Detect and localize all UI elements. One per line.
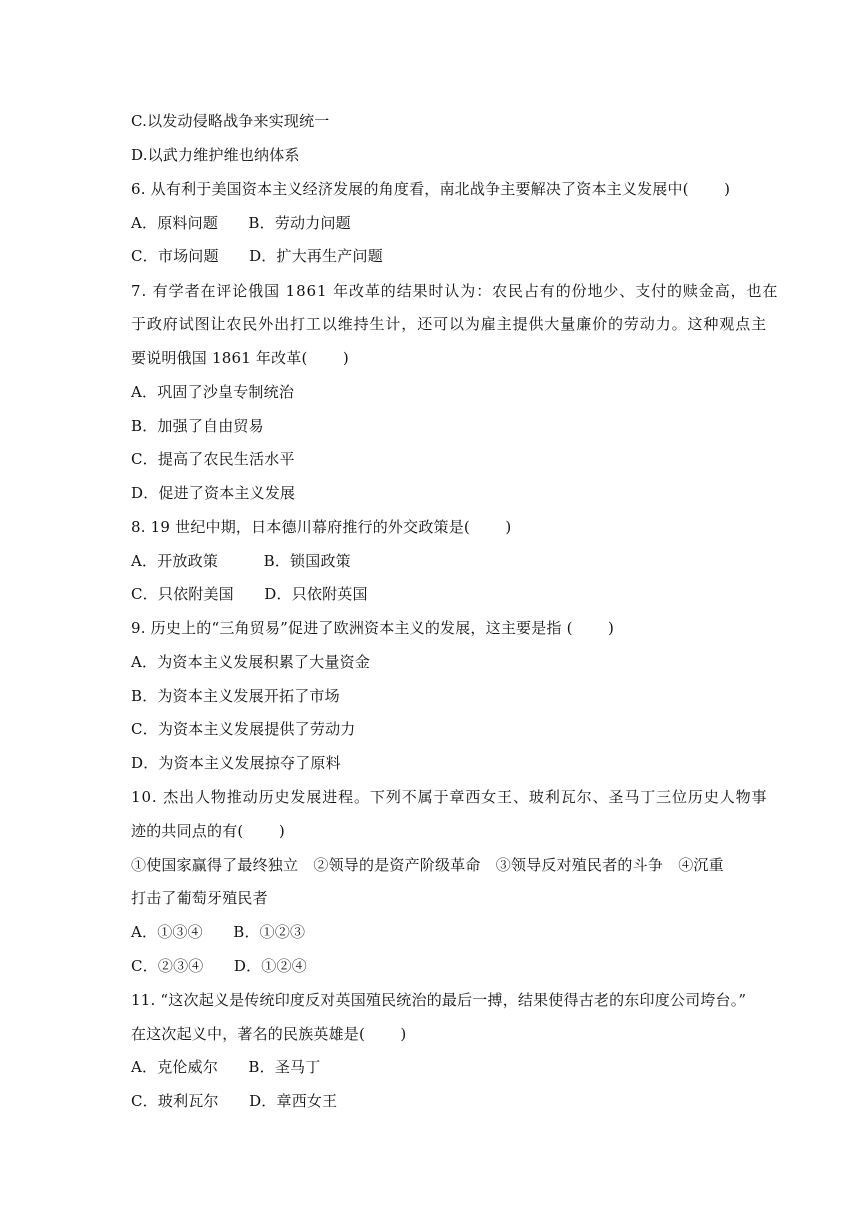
question-10-stem-line-1: 10. 杰出人物推动历史发展进程。下列不属于章西女王、玻利瓦尔、圣马丁三位历史人物事 (131, 788, 768, 806)
question-7-stem-line-1: 7. 有学者在评论俄国 1861 年改革的结果时认为：农民占有的份地少、支付的赎金高，也在 (131, 282, 779, 300)
question-8-options-ab: A．开放政策 B．锁国政策 (131, 552, 351, 570)
question-9-option-b: B．为资本主义发展开拓了市场 (131, 687, 340, 705)
question-10-options-ab: A．①③④ B．①②③ (131, 923, 306, 941)
question-7-option-c: C．提高了农民生活水平 (131, 450, 295, 468)
question-6-options-ab: A．原料问题 B．劳动力问题 (131, 214, 351, 232)
question-10-statements-line-1: ①使国家赢得了最终独立 ②领导的是资产阶级革命 ③领导反对殖民者的斗争 ④沉重 (131, 856, 724, 874)
question-9-option-a: A．为资本主义发展积累了大量资金 (131, 653, 371, 671)
option-d-q5: D.以武力维护维也纳体系 (131, 146, 300, 164)
question-6-options-cd: C．市场问题 D．扩大再生产问题 (131, 247, 383, 265)
question-8-stem: 8. 19 世纪中期，日本德川幕府推行的外交政策是( ) (131, 518, 512, 536)
question-10-statements-line-2: 打击了葡萄牙殖民者 (131, 889, 268, 907)
question-7-stem-line-2: 于政府试图让农民外出打工以维持生计，还可以为雇主提供大量廉价的劳动力。这种观点主 (131, 315, 768, 333)
question-11-stem-line-2: 在这次起义中，著名的民族英雄是( ) (131, 1025, 407, 1043)
question-11-stem-line-1: 11. “这次起义是传统印度反对英国殖民统治的最后一搏，结果使得古老的东印度公司垮台。” (131, 991, 747, 1009)
question-8-options-cd: C．只依附美国 D．只依附英国 (131, 585, 368, 603)
question-7-option-d: D．促进了资本主义发展 (131, 484, 296, 502)
question-10-options-cd: C．②③④ D．①②④ (131, 957, 307, 975)
question-7-option-a: A．巩固了沙皇专制统治 (131, 383, 295, 401)
question-9-option-c: C．为资本主义发展提供了劳动力 (131, 720, 356, 738)
question-7-option-b: B．加强了自由贸易 (131, 417, 264, 435)
option-c-q5: C.以发动侵略战争来实现统一 (131, 112, 330, 130)
question-7-stem-line-3: 要说明俄国 1861 年改革( ) (131, 349, 349, 367)
question-6-stem: 6. 从有利于美国资本主义经济发展的角度看，南北战争主要解决了资本主义发展中( ) (131, 180, 731, 198)
question-10-stem-line-2: 迹的共同点的有( ) (131, 822, 285, 840)
question-9-option-d: D．为资本主义发展掠夺了原料 (131, 754, 341, 772)
question-9-stem: 9. 历史上的“三角贸易”促进了欧洲资本主义的发展，这主要是指 ( ) (131, 619, 615, 637)
question-11-options-cd: C．玻利瓦尔 D．章西女王 (131, 1092, 338, 1110)
question-11-options-ab: A．克伦威尔 B．圣马丁 (131, 1058, 321, 1076)
